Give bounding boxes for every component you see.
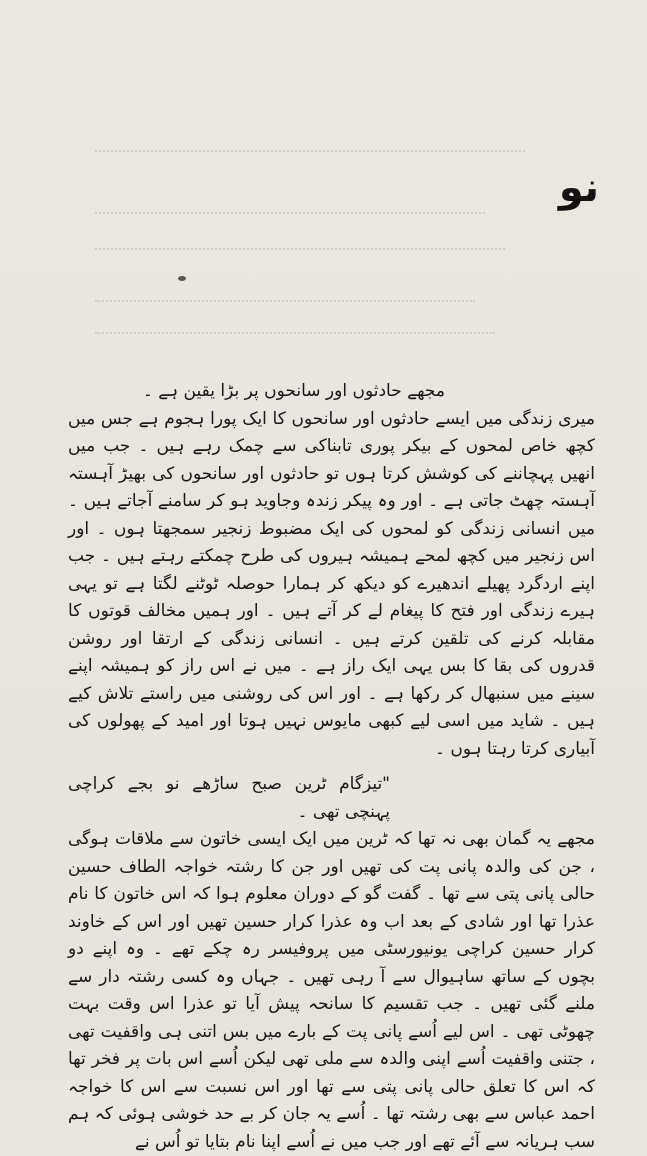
paragraph-gap	[68, 763, 595, 771]
bleed-through-line	[95, 150, 525, 162]
opening-line: مجھے حادثوں اور سانحوں پر بڑا یقین ہے ۔	[142, 381, 445, 401]
paragraph-train-meeting: مجھے یہ گمان بھی نہ تھا کہ ٹرین میں ایک ایسی خاتون سے ملاقات ہوگی ، جن کی والدہ پانی پت کی تھیں اور جن کا رشتہ خواجہ الطاف حسین حالی پانی پتی سے تھا ۔ گفت گو کے دوران معلوم ہوا کہ اس خاتون کا نام عذرا تھا اور شادی کے بعد اب وہ عذرا کرار حسین تھیں اور اس کے خاوند کرار حسین کراچی یونیورسٹی میں پروفیسر رہ چکے تھے ۔ وہ اپنے دو بچوں کے ساتھ ساہیوال سے آ رہی تھیں ۔ جہاں وہ کسی رشتہ دار سے ملنے گئی تھیں ۔ جب تقسیم کا سانحہ پیش آیا تو عذرا اس وقت بہت چھوٹی تھی ۔ اس لیے اُسے پانی پت کے بارے میں بس اتنی ہی واقفیت تھی ، جتنی واقفیت اُسے اپنی والدہ سے ملی تھی لیکن اُسے اس بات پر فخر تھا کہ اس کا تعلق حالی پانی پتی سے تھا اور اس نسبت سے اس کا خواجہ احمد عباس سے بھی رشتہ تھا ۔ اُسے یہ جان کر بے حد خوشی ہوئی کہ ہم سب ہریانہ سے آئے تھے اور جب میں نے اُسے اپنا نام بتایا تو اُس نے	[68, 829, 595, 1152]
quoted-line: "تیزگام ٹرین صبح ساڑھے نو بجے کراچی پہنچی تھی ۔	[68, 774, 390, 822]
body-text	[68, 378, 595, 1156]
bleed-through-line	[95, 300, 475, 312]
ink-smudge	[178, 276, 186, 281]
bleed-through-line	[95, 212, 485, 224]
bleed-through-line	[95, 248, 505, 260]
chapter-title: نو	[558, 165, 599, 211]
paragraph-reflection: میری زندگی میں ایسے حادثوں اور سانحوں کا ایک پورا ہجوم ہے جس میں کچھ خاص لمحوں کے بیکر پوری تابناکی سے چمک رہے ہیں ۔ جب میں انھیں پہچاننے کی کوشش کرتا ہوں تو حادثوں اور سانحوں کی بھیڑ آہستہ آہستہ چھٹ جاتی ہے ۔ اور وہ پیکر زندہ وجاوید ہو کر سامنے آجاتے ہیں ۔ میں انسانی زندگی کو لمحوں کی ایک مضبوط زنجیر سمجھتا ہوں ۔ اور اس زنجیر میں کچھ لمحے ہمیشہ ہیروں کی طرح چمکتے رہتے ہیں ۔ جب اپنے اردگرد پھیلے اندھیرے کو دیکھ کر ہمارا حوصلہ ٹوٹنے لگتا ہے تو یہی ہیرے زندگی اور فتح کا پیغام لے کر آتے ہیں ۔ اور ہمیں مخالف قوتوں کا مقابلہ کرنے کی تلقین کرتے ہیں ۔ انسانی زندگی کے ارتقا اور روشن قدروں کی بقا کا بس یہی ایک راز ہے ۔ میں نے اس راز کو ہمیشہ اپنے سینے میں سنبھال کر رکھا ہے ۔ اور اس کی روشنی میں راستے تلاش کیے ہیں ۔ شاید میں اسی لیے کبھی مایوس نہیں ہوتا اور امید کے پھولوں کی آبیاری کرتا رہتا ہوں ۔	[68, 408, 595, 759]
bleed-through-line	[95, 332, 495, 344]
